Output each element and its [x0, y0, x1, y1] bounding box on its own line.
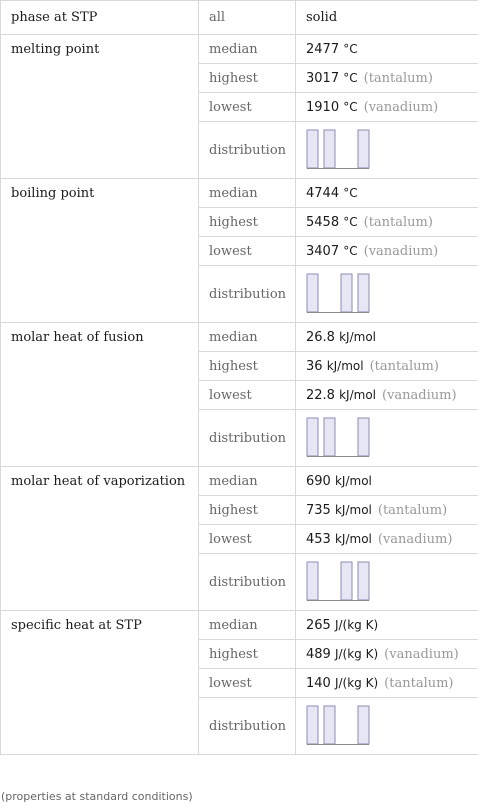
stat-label-highest: highest	[199, 496, 296, 525]
stat-value-cell	[296, 64, 478, 93]
stat-value-cell	[296, 352, 478, 381]
element-note: (tantalum)	[363, 214, 433, 230]
header-all-label: all	[199, 1, 296, 35]
stat-unit: kJ/mol	[334, 502, 372, 517]
stat-label-median: median	[199, 323, 296, 352]
stat-value: 26.8	[306, 329, 335, 345]
table-row	[1, 179, 478, 208]
footnote: (properties at standard conditions)	[1, 790, 193, 803]
stat-unit: kJ/mol	[334, 473, 372, 488]
stat-label-highest: highest	[199, 64, 296, 93]
histogram-bar	[358, 130, 369, 168]
stat-label-distribution: distribution	[199, 122, 296, 179]
stat-value-cell	[296, 323, 478, 352]
stat-label-lowest: lowest	[199, 669, 296, 698]
element-note: (vanadium)	[382, 387, 457, 403]
property-name: boiling point	[1, 179, 199, 323]
histogram-bar	[341, 562, 352, 600]
element-note: (vanadium)	[363, 99, 439, 115]
distribution-cell	[296, 122, 478, 179]
stat-value: 265	[306, 617, 331, 633]
stat-value: 735	[306, 502, 331, 518]
histogram-bar	[307, 274, 318, 312]
histogram-bar	[307, 562, 318, 600]
property-name: melting point	[1, 35, 199, 179]
stat-unit: kJ/mol	[326, 358, 364, 373]
header-phase-label: phase at STP	[1, 1, 199, 35]
stat-unit: °C	[343, 214, 358, 229]
stat-label-median: median	[199, 611, 296, 640]
stat-value-cell	[296, 525, 478, 554]
histogram-bar	[358, 562, 369, 600]
histogram-bar	[358, 418, 369, 456]
stat-value-cell	[296, 35, 478, 64]
stat-value: 453	[306, 531, 331, 547]
stat-value: 5458	[306, 214, 340, 230]
stat-unit: kJ/mol	[339, 387, 376, 402]
property-name: molar heat of fusion	[1, 323, 199, 467]
distribution-histogram	[306, 417, 376, 459]
distribution-histogram	[306, 273, 376, 315]
stat-unit: °C	[343, 70, 358, 85]
stat-value: 690	[306, 473, 331, 489]
property-name: specific heat at STP	[1, 611, 199, 755]
stat-unit: °C	[343, 185, 358, 200]
distribution-cell	[296, 698, 478, 755]
stat-value-cell	[296, 208, 478, 237]
stat-unit: J/(kg K)	[334, 675, 379, 690]
stat-label-distribution: distribution	[199, 266, 296, 323]
element-note: (vanadium)	[363, 243, 439, 259]
table-row	[1, 323, 478, 352]
stat-value: 489	[306, 646, 331, 662]
element-note: (tantalum)	[377, 502, 448, 518]
stat-value-cell	[296, 640, 478, 669]
stat-label-median: median	[199, 35, 296, 64]
stat-unit: °C	[343, 41, 358, 56]
histogram-bar	[307, 130, 318, 168]
table-row	[1, 611, 478, 640]
stat-value: 2477	[306, 41, 340, 57]
stat-value-cell	[296, 381, 478, 410]
stat-label-distribution: distribution	[199, 410, 296, 467]
stat-value-cell	[296, 611, 478, 640]
stat-value: 1910	[306, 99, 340, 115]
stat-value-cell	[296, 496, 478, 525]
stat-label-highest: highest	[199, 640, 296, 669]
element-note: (tantalum)	[384, 675, 454, 691]
table-row	[1, 35, 478, 64]
stat-unit: °C	[343, 243, 358, 258]
stat-value-cell	[296, 237, 478, 266]
histogram-bar	[307, 418, 318, 456]
stat-value: 3407	[306, 243, 340, 259]
stat-label-distribution: distribution	[199, 554, 296, 611]
stat-label-highest: highest	[199, 352, 296, 381]
stat-value-cell	[296, 93, 478, 122]
header-row	[1, 1, 478, 35]
stat-label-highest: highest	[199, 208, 296, 237]
distribution-histogram	[306, 129, 376, 171]
stat-label-lowest: lowest	[199, 237, 296, 266]
element-note: (tantalum)	[369, 358, 439, 374]
histogram-bar	[341, 274, 352, 312]
distribution-cell	[296, 266, 478, 323]
stat-unit: kJ/mol	[339, 329, 376, 344]
stat-label-lowest: lowest	[199, 381, 296, 410]
stat-label-median: median	[199, 179, 296, 208]
stat-value-cell	[296, 467, 478, 496]
stat-label-lowest: lowest	[199, 93, 296, 122]
header-solid-label: solid	[296, 1, 478, 35]
histogram-bar	[358, 274, 369, 312]
stat-label-lowest: lowest	[199, 525, 296, 554]
distribution-histogram	[306, 705, 376, 747]
element-note: (tantalum)	[363, 70, 433, 86]
stat-value: 3017	[306, 70, 340, 86]
stat-value-cell	[296, 669, 478, 698]
stat-unit: kJ/mol	[334, 531, 372, 546]
stat-value: 4744	[306, 185, 340, 201]
stat-value: 22.8	[306, 387, 335, 403]
stat-value-cell	[296, 179, 478, 208]
histogram-bar	[324, 418, 335, 456]
element-note: (vanadium)	[377, 531, 453, 547]
stat-label-median: median	[199, 467, 296, 496]
histogram-bar	[307, 706, 318, 744]
distribution-cell	[296, 410, 478, 467]
stat-unit: J/(kg K)	[334, 617, 379, 632]
table-row	[1, 467, 478, 496]
stat-label-distribution: distribution	[199, 698, 296, 755]
stat-unit: °C	[343, 99, 358, 114]
stat-value: 140	[306, 675, 331, 691]
distribution-cell	[296, 554, 478, 611]
distribution-histogram	[306, 561, 376, 603]
histogram-bar	[358, 706, 369, 744]
histogram-bar	[324, 706, 335, 744]
stat-value: 36	[306, 358, 323, 374]
histogram-bar	[324, 130, 335, 168]
stat-unit: J/(kg K)	[334, 646, 379, 661]
property-name: molar heat of vaporization	[1, 467, 199, 611]
element-note: (vanadium)	[384, 646, 459, 662]
